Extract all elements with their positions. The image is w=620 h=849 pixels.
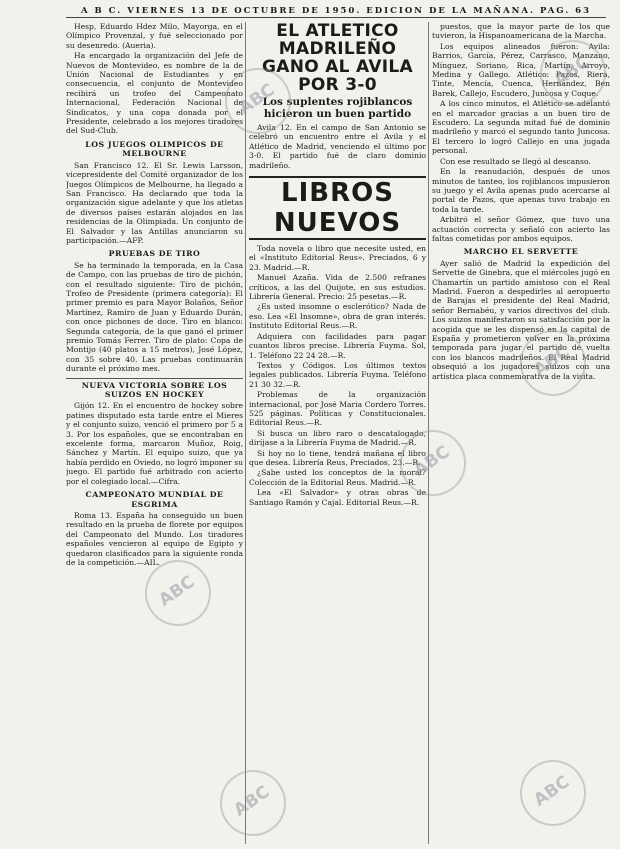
article-text: Ayer salió de Madrid la expedición del Servette de Ginebra, que el miércoles jugó en Chamartín un partido amistoso con el Real Madrid. Fueron a despedirles al aeropuerto de Barajas el presidente del Real Madrid, señor Bernabéu, y varios directivos del club. Los suizos manifestaron su satisfacción por la acogida que se les dispensó en la capital de España y prometieron volver en la próxima temporada para jugar el partido de vuelta con los blancos madrileños. El Real Madrid obsequió a los jugadores suizos con una artística placa conmemorativa de la visita. [432,258,610,381]
article-text: Hesp, Eduardo Hdez Milo, Mayorga, en el Olímpico Provenzal, y fué seleccionado por su desenredo. (Aueria). [66,22,243,50]
watermark-stamp: ABC [507,317,599,409]
article-text: puestos, que la mayor parte de los que tuvieron, la Hispanoamericana de la Marcha. [432,22,610,41]
book-listing: Adquiera con facilidades para pagar cuantos libros precise. Librería Fuyma. Sol, 1. Teléfono 22 24 28.—R. [249,331,426,360]
section-heading: MARCHO EL SERVETTE [463,247,579,257]
section-title: LIBROS NUEVOS [249,176,426,240]
book-listing: Manuel Azaña. Vida de 2.500 refranes críticos, a las del Quijote, en sus estudios. Librería General. Precio: 25 pesetas.—R. [249,273,426,302]
watermark-stamp: ABC [387,417,479,509]
book-listing: ¿Es usted insomne o esclerótico? Nada de eso. Lea «El Insomne», obra de gran interés. Instituto Editorial Reus.—R. [249,302,426,331]
section-heading: LOS JUEGOS OLIMPICOS DE MELBOURNE [85,139,224,159]
watermark-stamp: ABC [212,55,304,147]
article-text: Los equipos alineados fueron: Avila: Barrios, García, Pérez, Carrasco, Manzano, Mínguez, Soriano, Rica, Martín, Arroyo, Medina y Gallego. Atlético: Pazos, Riera, Tinte, Mencía, Cuenca, Hernández, Ben Barek, Callejo, Escudero, Juncosa y Coque. [432,41,610,98]
column-center [249,22,426,844]
article-text: Avila 12. En el campo de San Antonio se celebró un encuentro entre el Avila y el Atlético de Madrid, venciendo el último por 3-0. El partido fué de claro dominio madrileño. [249,123,426,170]
article-text: Arbitró el señor Gómez, que tuvo una actuación correcta y señaló con acierto las faltas cometidas por ambos equipos. [432,215,610,243]
article-text: A los cinco minutos, el Atlético se adelantó en el marcador gracias a un buen tiro de Escudero. La segunda mitad fué de dominio madrileño y marcó el segundo tanto Juncosa. El tercero lo logró Callejo en una jugada personal. [432,99,610,156]
article-text: San Francisco 12. El Sr. Lewis Larsson, vicepresidente del Comité organizador de los Juegos Olímpicos de Melbourne, ha llegado a San Francisco. Ha declarado que toda la organización sigue adelante y que los atletas de diversos países estarán alojados en las residencias de la Olimpiada. Un conjunto de El Salvador y las Antillas anunciaron su participación.—AFP. [66,160,243,245]
column-rule [245,22,246,844]
article-text: Roma 13. España ha conseguido un buen resultado en la prueba de florete por equipos del Campeonato del Mundo. Los tiradores españoles vencieron al equipo de Egipto y quedaron clasificados para la siguiente ronda de la competición.—AIL. [66,510,243,567]
book-listing: Lea «El Salvador» y otras obras de Santiago Ramón y Cajal. Editorial Reus.—R. [249,488,426,507]
section-heading: CAMPEONATO MUNDIAL DE ESGRIMA [85,490,224,509]
book-listing: ¿Sabe usted los conceptos de la moral? Colección de la Editorial Reus. Madrid.—R. [249,468,426,487]
page-header: A B C. VIERNES 13 DE OCTUBRE DE 1950. EDICION DE LA MAÑANA. PAG. 63 [66,5,606,18]
headline: EL ATLETICO MADRILEÑO GANO AL AVILA POR 3-0 [262,22,413,95]
book-listing: Textos y Códigos. Los últimos textos legales publicados. Librería Fuyma. Teléfono 21 30 32.—R. [249,360,426,389]
column-left [66,22,243,844]
article-text: En la reanudación, después de unos minutos de tanteo, los rojiblancos impusieron su juego y el Avila apenas pudo acercarse al portal de Pazos, que apenas tuvo trabajo en toda la tarde. [432,167,610,214]
column-right [432,22,610,844]
article-text: Gijón 12. En el encuentro de hockey sobre patines disputado esta tarde entre el Mieres y el conjunto suizo, venció el primero por 5 a 3. Por los españoles, que se encontraban en excelente forma, marcaron Muñoz, Roig, Sánchez y Martín. El equipo suizo, que ya había perdido en Oviedo, no logró imponer su juego. El partido fué arbitrado con acierto por el colegiado local.—Cifra. [66,401,243,486]
watermark-stamp: ABC [207,757,299,849]
section-heading: NUEVA VICTORIA SOBRE LOS SUIZOS EN HOCKEY [66,378,243,400]
watermark-stamp: ABC [507,747,599,839]
article-text: Se ha terminado la temporada, en la Casa de Campo, con las pruebas de tiro de pichón, con el resultado siguiente: Tiro de pichón, Trofeo de Presidente (primera categoría): El primer premio es para Mayor Bolaños, Señor Martínez, Ramiro de Juan y Eduardo Durán, con once pichones de doce. Tiro en blanco: Segunda categoría, de la que ganó el primer premio Tomás Ferrer. Tiro de plato: Copa de Montijo (40 platos a 15 metros), José López, con 35 sobre 40. Las pruebas continuarán durante el próximo mes. [66,260,243,374]
book-listing: Si busca un libro raro o descatalogado, diríjase a la Librería Fuyma de Madrid.—R. [249,428,426,448]
article-text: Ha encargado la organización del Jefe de Nuevos de Montevideo, es nombre de la de Unión Nacional de Estudiantes y en consecuencia, el conjunto de Montevideo recibirá un trofeo del Campeonato Internacional, Federación Nacional de Sindicatos, y una copa donada por el Presidente, celebrado a los mejores tiradores del Sud-Club. [66,51,243,136]
subheadline: Los suplentes rojiblancos hicieron un buen partido [262,96,413,120]
book-listing: Toda novela o libro que necesite usted, en el «Instituto Editorial Reus». Preciados, 6 y 23. Madrid.—R. [249,244,426,272]
section-heading: PRUEBAS DE TIRO [108,249,201,259]
book-listing: Problemas de la organización internacional, por José Maria Cordero Torres. 525 páginas. Políticas y Constitucionales. Editorial Reus.—R. [249,390,426,428]
watermark-stamp: ABC [132,547,224,639]
book-listing: Si hoy no lo tiene, tendrá mañana el libro que desea. Librería Reus, Preciados, 23.—R. [249,448,426,467]
article-text: Con ese resultado se llegó al descanso. [440,156,591,166]
watermark-stamp: ABC [527,27,619,119]
